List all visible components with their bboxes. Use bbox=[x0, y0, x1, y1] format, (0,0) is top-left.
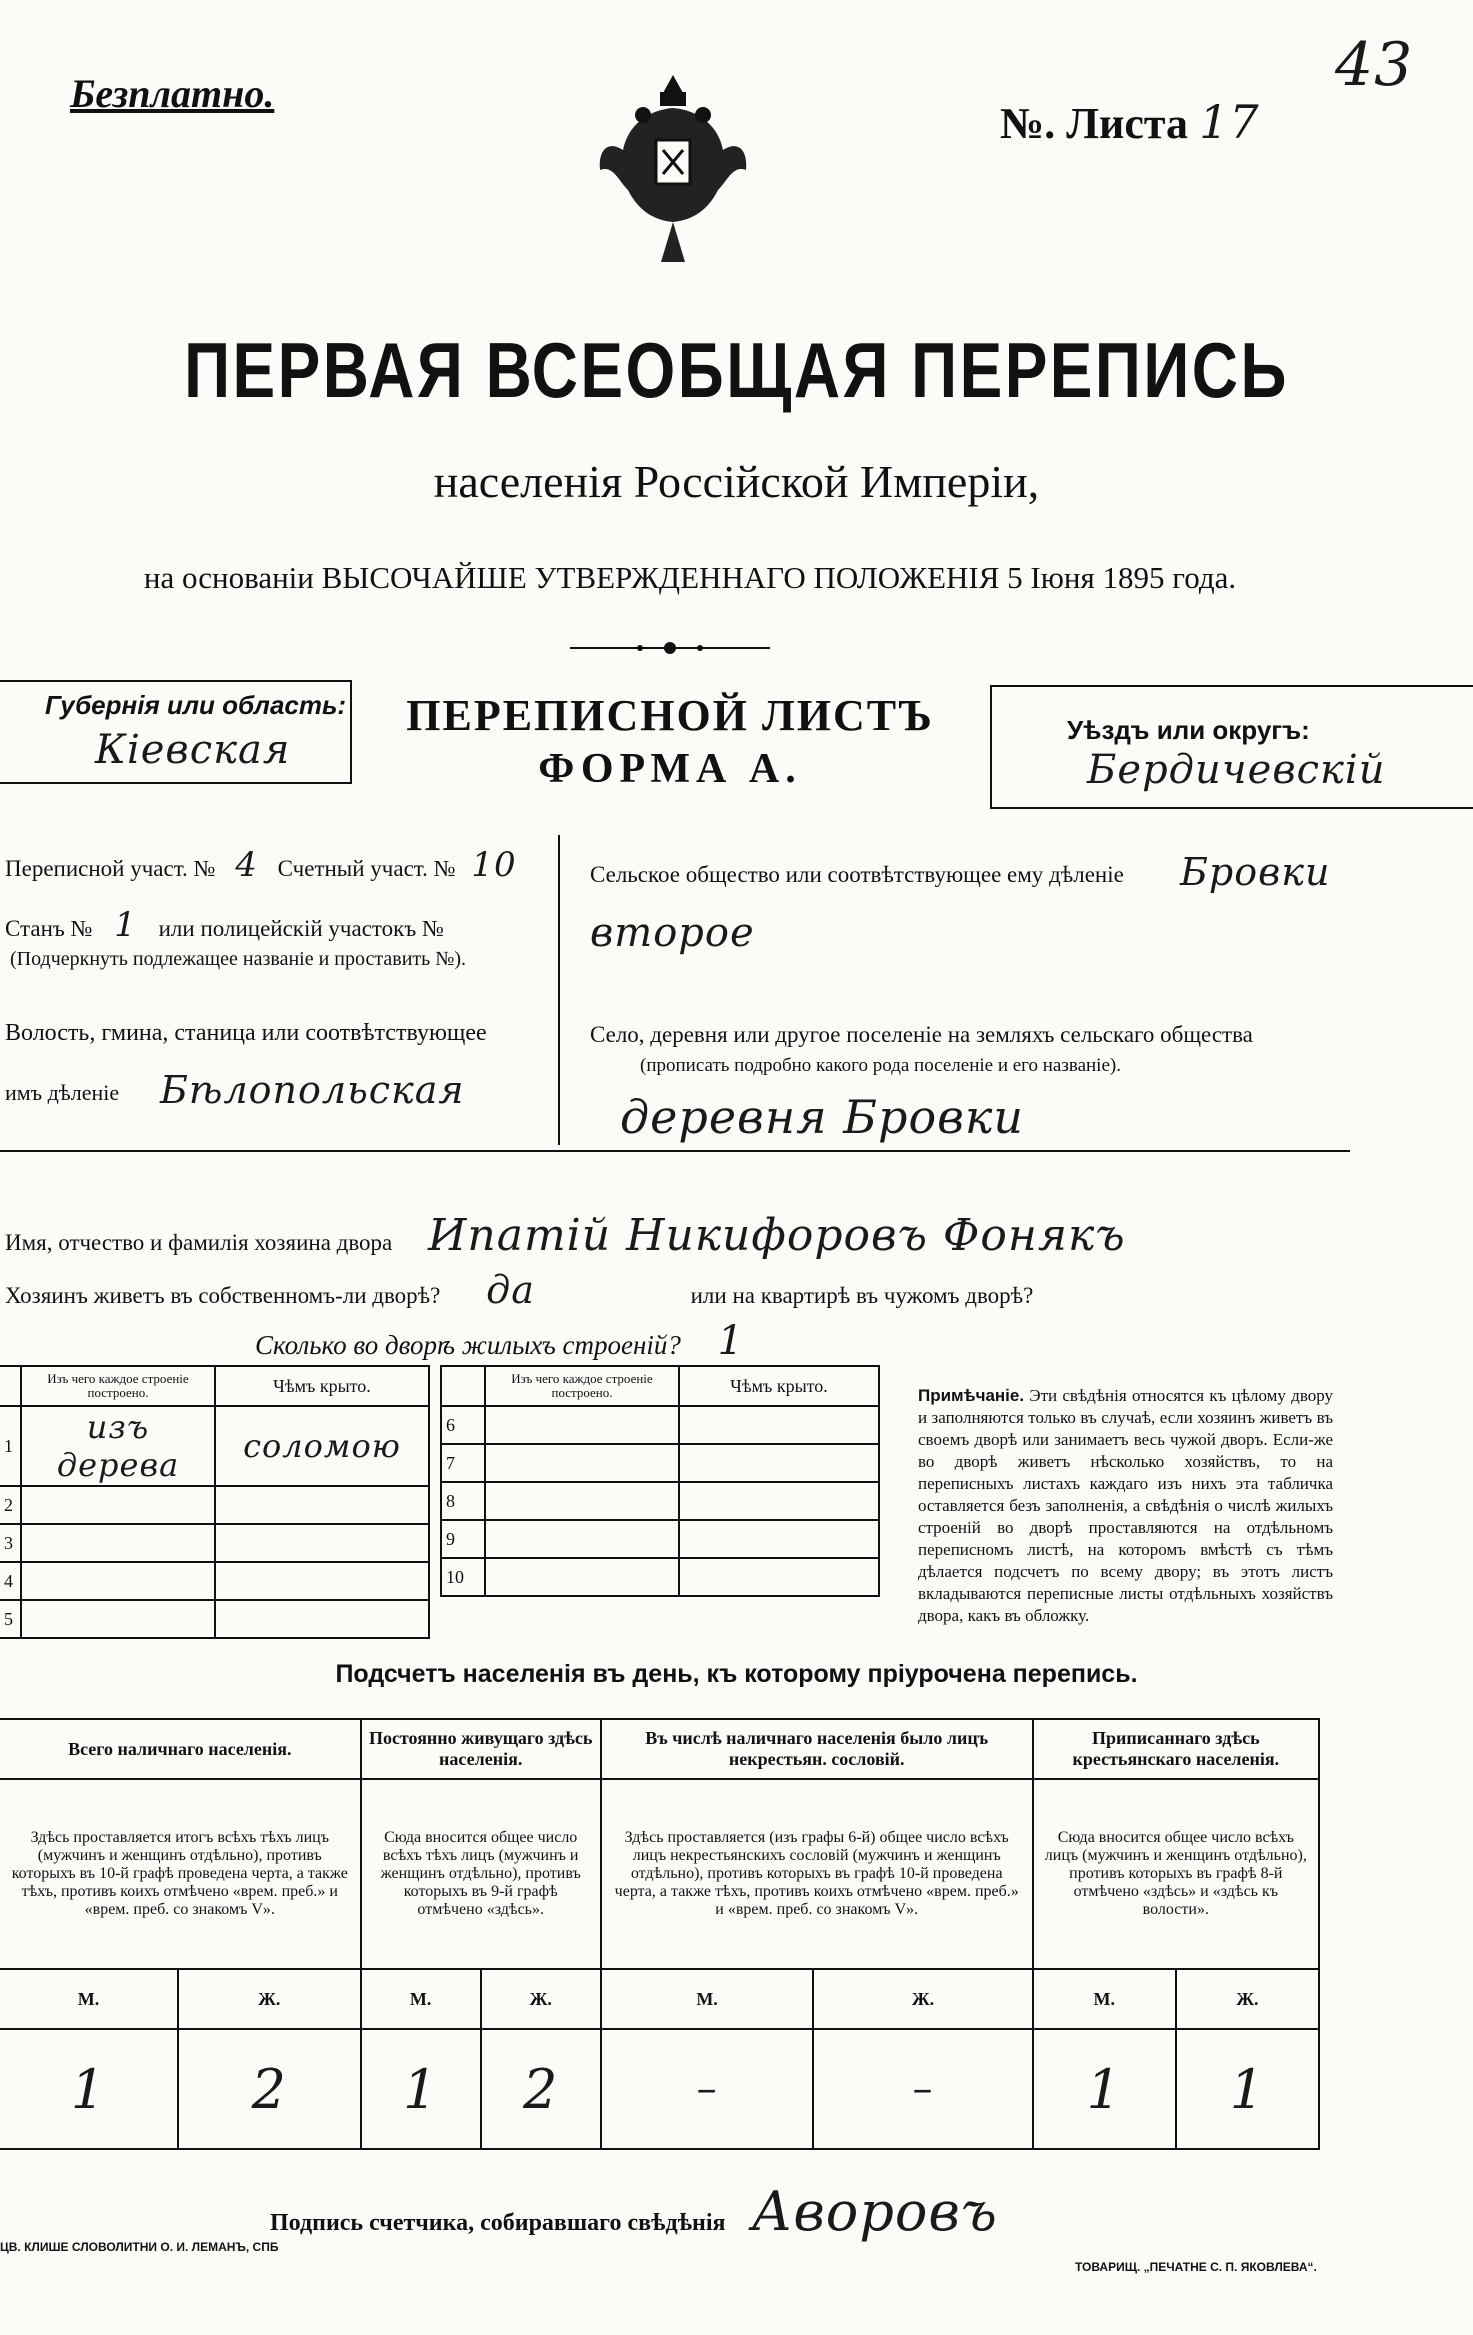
society-label: Сельское общество или соотвѣтствующее ему дѣленіе bbox=[590, 862, 1124, 887]
census-area-value: 4 bbox=[235, 845, 258, 885]
building-number: 4 bbox=[0, 1562, 21, 1600]
building-roof bbox=[679, 1406, 879, 1444]
count-col-2-female: 2 bbox=[481, 2029, 601, 2149]
stan-note: (Подчеркнуть подлежащее названіе и проставить №). bbox=[10, 948, 466, 970]
signature-row bbox=[270, 2180, 998, 2243]
buildings-count-row bbox=[255, 1318, 744, 1364]
building-material bbox=[21, 1486, 215, 1524]
remark-box bbox=[918, 1385, 1333, 1627]
building-row bbox=[0, 1486, 429, 1524]
building-row bbox=[0, 1600, 429, 1638]
archive-number: 43 bbox=[1335, 30, 1414, 100]
imperial-eagle-emblem bbox=[588, 70, 758, 270]
building-material bbox=[21, 1562, 215, 1600]
building-number: 3 bbox=[0, 1524, 21, 1562]
building-material bbox=[485, 1444, 679, 1482]
building-material bbox=[21, 1600, 215, 1638]
village-note: (прописать подробно какого рода поселеніе и его названіе). bbox=[640, 1055, 1121, 1076]
building-material bbox=[485, 1520, 679, 1558]
building-number: 1 bbox=[0, 1406, 21, 1486]
building-roof bbox=[679, 1520, 879, 1558]
count-sex-row bbox=[0, 1969, 1319, 2029]
col-material-header: Изъ чего каждое строеніе построено. bbox=[21, 1366, 215, 1406]
census-area-label: Переписной участ. № bbox=[5, 856, 216, 881]
building-row bbox=[0, 1562, 429, 1600]
sheet-number: 17 bbox=[1199, 95, 1260, 149]
province-label: Губернія или область: bbox=[45, 690, 347, 720]
signature-value: Аворовъ bbox=[751, 2180, 998, 2243]
count-col-1-male: 1 bbox=[0, 2029, 178, 2149]
volost-label: Волость, гмина, станица или соотвѣтствующее bbox=[5, 1020, 487, 1046]
page-subtitle: населенія Россійской Имперіи, bbox=[433, 456, 1040, 507]
building-number: 5 bbox=[0, 1600, 21, 1638]
footer-left: ЦВ. КЛИШЕ СЛОВОЛИТНИ О. И. ЛЕМАНЪ, СПБ bbox=[0, 2240, 279, 2254]
building-row bbox=[0, 1406, 429, 1486]
page-basis: на основаніи ВЫСОЧАЙШЕ УТВЕРЖДЕННАГО ПОЛОЖЕНІЯ 5 Іюня 1895 года. bbox=[143, 560, 1237, 595]
col-number bbox=[441, 1366, 485, 1406]
village-label: Село, деревня или другое поселеніе на земляхъ сельскаго общества bbox=[590, 1022, 1253, 1047]
remark-text: Эти свѣдѣнія относятся къ цѣлому двору и заполняются только въ случаѣ, если хозяинъ живетъ въ своемъ дворѣ или занимаетъ весь чужой дворъ. Если-же во дворѣ живетъ нѣсколько хозяйствъ, то на переписныхъ листахъ каждаго изъ нихъ эта табличка оставляется безъ заполненія, а свѣдѣнія о числѣ жилыхъ строеній во дворѣ проставляются на отдѣльномъ переписномъ листѣ, на которомъ вмѣстѣ съ тѣмъ дѣлается подсчетъ по всему двору; въ этотъ листъ вкладываются переписные листы отдѣльныхъ хозяйствъ двора, какъ въ обложку. bbox=[918, 1386, 1334, 1625]
building-roof bbox=[679, 1558, 879, 1596]
building-number: 7 bbox=[441, 1444, 485, 1482]
count-col-3-title: Въ числѣ наличнаго населенія было лицъ некрестьян. сословій. bbox=[601, 1719, 1033, 1779]
count-col-3-desc: Здѣсь проставляется (изъ графы 6-й) общее число всѣхъ лицъ некрестьянскихъ сословій (мужчинъ и женщинъ отдѣльно), противъ которыхъ въ графѣ 10-й проведена черта, а также тѣхъ, противъ коихъ отмѣчено «врем. преб.» и «врем. преб. со знакомъ V». bbox=[601, 1779, 1033, 1969]
count-col-4-female: 1 bbox=[1176, 2029, 1319, 2149]
count-col-3-female: – bbox=[813, 2029, 1032, 2149]
building-roof: соломою bbox=[215, 1406, 429, 1486]
building-material bbox=[485, 1558, 679, 1596]
stan-value: 1 bbox=[114, 905, 137, 945]
province-value: Кіевская bbox=[95, 727, 291, 773]
district-label: Уѣздъ или округъ: bbox=[1067, 715, 1310, 745]
police-label: или полицейскій участокъ № bbox=[158, 916, 444, 941]
building-number: 10 bbox=[441, 1558, 485, 1596]
owner-row bbox=[5, 1210, 1305, 1261]
building-number: 2 bbox=[0, 1486, 21, 1524]
count-col-1-female: 2 bbox=[178, 2029, 361, 2149]
female-header: Ж. bbox=[1176, 1969, 1319, 2029]
owner-lives-value: да bbox=[486, 1268, 535, 1312]
owner-name-label: Имя, отчество и фамилія хозяина двора bbox=[5, 1230, 393, 1255]
count-col-2-title: Постоянно живущаго здѣсь населенія. bbox=[361, 1719, 601, 1779]
building-number: 9 bbox=[441, 1520, 485, 1558]
footer-right: ТОВАРИЩ. „ПЕЧАТНЕ С. П. ЯКОВЛЕВА“. bbox=[1075, 2260, 1317, 2274]
male-header: М. bbox=[0, 1969, 178, 2029]
sheet-label: №. Листа bbox=[1000, 99, 1189, 148]
count-desc-row bbox=[0, 1779, 1319, 1969]
census-area-row bbox=[5, 845, 550, 885]
count-area-label: Счетный участ. № bbox=[277, 856, 456, 881]
male-header: М. bbox=[601, 1969, 814, 2029]
volost-label-2: имъ дѣленіе bbox=[5, 1080, 120, 1105]
count-values-row bbox=[0, 2029, 1319, 2149]
stan-label: Станъ № bbox=[5, 916, 93, 941]
count-heading: Подсчетъ населенія въ день, къ которому пріурочена перепись. bbox=[335, 1660, 1138, 1688]
province-box bbox=[0, 680, 352, 784]
buildings-table-right bbox=[440, 1365, 880, 1597]
owner-name-value: Ипатій Никифоровъ Фонякъ bbox=[428, 1210, 1126, 1261]
building-material: изъ дерева bbox=[21, 1406, 215, 1486]
male-header: М. bbox=[1033, 1969, 1176, 2029]
col-material-header: Изъ чего каждое строеніе построено. bbox=[485, 1366, 679, 1406]
signature-label: Подпись счетчика, собиравшаго свѣдѣнія bbox=[270, 2210, 726, 2236]
building-row bbox=[441, 1520, 879, 1558]
building-material bbox=[21, 1524, 215, 1562]
building-roof bbox=[679, 1444, 879, 1482]
population-count-table bbox=[0, 1718, 1320, 2150]
count-col-1-title: Всего наличнаго населенія. bbox=[0, 1719, 361, 1779]
building-material bbox=[485, 1482, 679, 1520]
col-number bbox=[0, 1366, 21, 1406]
building-number: 6 bbox=[441, 1406, 485, 1444]
owner-lives-label: Хозяинъ живетъ въ собственномъ-ли дворѣ? bbox=[5, 1283, 441, 1308]
page-title: ПЕРВАЯ ВСЕОБЩАЯ ПЕРЕПИСЬ bbox=[184, 326, 1289, 414]
district-value: Бердичевскій bbox=[1087, 747, 1386, 793]
ornament-divider bbox=[570, 640, 770, 656]
owner-lives-label-2: или на квартирѣ въ чужомъ дворѣ? bbox=[690, 1283, 1034, 1308]
building-row bbox=[441, 1482, 879, 1520]
section-divider-vertical bbox=[558, 835, 560, 1145]
count-col-2-male: 1 bbox=[361, 2029, 481, 2149]
female-header: Ж. bbox=[481, 1969, 601, 2029]
remark-heading: Примѣчаніе. bbox=[918, 1386, 1025, 1405]
buildings-table-left bbox=[0, 1365, 430, 1639]
col-roof-header: Чѣмъ крыто. bbox=[215, 1366, 429, 1406]
count-title-row bbox=[0, 1719, 1319, 1779]
village-value: деревня Бровки bbox=[620, 1090, 1025, 1144]
building-roof bbox=[215, 1486, 429, 1524]
building-row bbox=[441, 1406, 879, 1444]
sheet-number-block bbox=[1000, 95, 1400, 165]
building-roof bbox=[215, 1600, 429, 1638]
society-value: Бровки bbox=[1180, 850, 1331, 894]
buildings-count-label: Сколько во дворѣ жилыхъ строеній? bbox=[255, 1330, 681, 1360]
female-header: Ж. bbox=[178, 1969, 361, 2029]
form-title: ПЕРЕПИСНОЙ ЛИСТЪ bbox=[406, 691, 934, 740]
owner-lives-row bbox=[5, 1268, 1305, 1312]
address-bottom-rule bbox=[0, 1150, 1350, 1152]
volost-value: Бѣлопольская bbox=[160, 1068, 465, 1112]
stan-row bbox=[5, 905, 550, 945]
form-subtitle: ФОРМА А. bbox=[538, 746, 802, 792]
count-col-4-male: 1 bbox=[1033, 2029, 1176, 2149]
buildings-count-value: 1 bbox=[717, 1318, 745, 1364]
free-label: Безплатно. bbox=[70, 71, 275, 116]
district-box bbox=[990, 685, 1473, 809]
count-col-1-desc: Здѣсь проставляется итогъ всѣхъ тѣхъ лицъ (мужчинъ и женщинъ отдѣльно), противъ которыхъ въ 10-й графѣ проведена черта, а также тѣхъ, противъ коихъ отмѣчено «врем. преб.» и «врем. преб. со знакомъ V». bbox=[0, 1779, 361, 1969]
building-roof bbox=[215, 1562, 429, 1600]
building-row bbox=[441, 1444, 879, 1482]
count-col-4-desc: Сюда вносится общее число всѣхъ лицъ (мужчинъ и женщинъ отдѣльно), противъ которыхъ въ графѣ 8-й отмѣчено «здѣсь» и «здѣсь къ волости». bbox=[1033, 1779, 1319, 1969]
building-number: 8 bbox=[441, 1482, 485, 1520]
male-header: М. bbox=[361, 1969, 481, 2029]
society-value-2: второе bbox=[590, 910, 755, 956]
building-row bbox=[441, 1558, 879, 1596]
col-roof-header: Чѣмъ крыто. bbox=[679, 1366, 879, 1406]
count-col-2-desc: Сюда вносится общее число всѣхъ тѣхъ лицъ (мужчинъ и женщинъ отдѣльно), противъ которыхъ въ 9-й графѣ отмѣчено «здѣсь». bbox=[361, 1779, 601, 1969]
building-roof bbox=[679, 1482, 879, 1520]
count-col-4-title: Приписаннаго здѣсь крестьянскаго населенія. bbox=[1033, 1719, 1319, 1779]
count-area-value: 10 bbox=[471, 845, 517, 885]
building-roof bbox=[215, 1524, 429, 1562]
building-row bbox=[0, 1524, 429, 1562]
building-material bbox=[485, 1406, 679, 1444]
female-header: Ж. bbox=[813, 1969, 1032, 2029]
count-col-3-male: – bbox=[601, 2029, 814, 2149]
